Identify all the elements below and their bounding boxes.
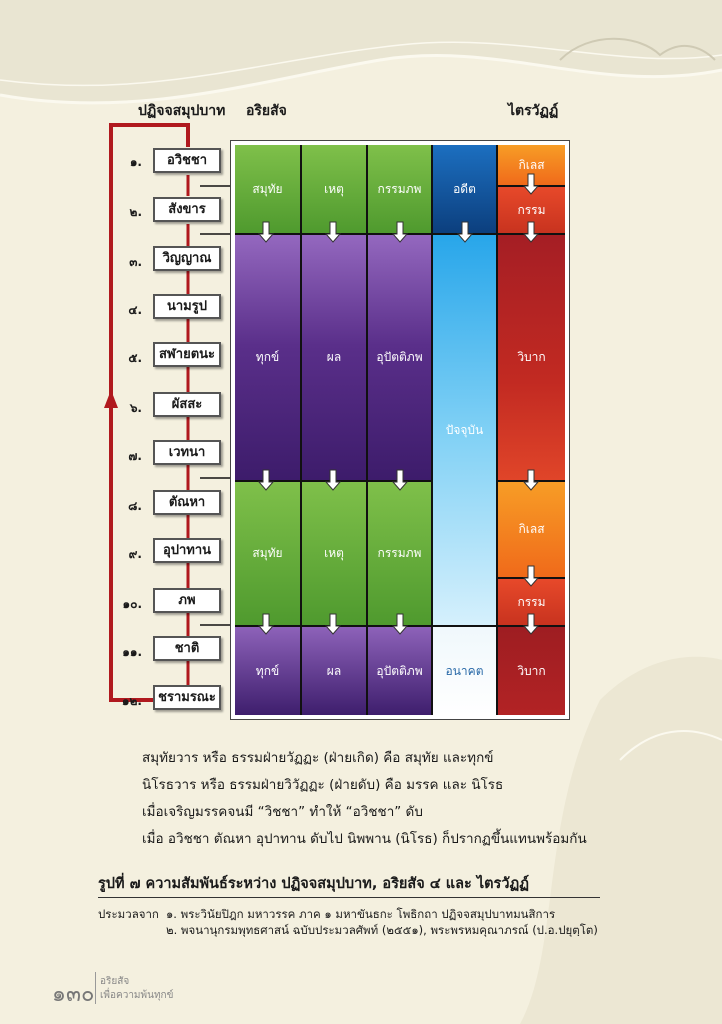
references-label: ประมวลจาก: [98, 907, 159, 921]
step-number: ๒.: [129, 205, 142, 219]
reference-1: ๑. พระวินัยปิฎก มหาวรรค ภาค ๑ มหาขันธกะ โพธิกถา ปฏิจจสมุปบาทมนสิการ: [166, 907, 556, 921]
header-paticcasamuppada: ปฏิจจสมุปบาท: [138, 103, 226, 119]
step-namarupa: นามรูป: [153, 294, 221, 319]
cell-phala-1: ผล: [302, 235, 368, 480]
cell-adita: อดีต: [433, 145, 498, 233]
book-title-line1: อริยสัจ: [100, 976, 130, 987]
step-vedana: เวทนา: [153, 440, 221, 465]
cell-tukkha-1: ทุกข์: [235, 235, 302, 480]
step-phassa: ผัสสะ: [153, 392, 221, 417]
step-avijja: อวิชชา: [153, 148, 221, 173]
step-number: ๙.: [128, 547, 142, 561]
cell-anagata: อนาคต: [433, 627, 498, 715]
cell-upapattibhava-1: อุปัตติภพ: [368, 235, 433, 480]
step-number: ๗.: [128, 449, 142, 463]
cell-samutthai-1: สมุทัย: [235, 145, 302, 233]
step-number: ๔.: [128, 303, 142, 317]
header-ariyasacca: อริยสัจ: [246, 103, 287, 119]
step-number: ๑๒.: [121, 694, 142, 708]
cell-tukkha-2: ทุกข์: [235, 627, 302, 715]
step-upadana: อุปาทาน: [153, 538, 221, 563]
step-salayatana: สฬายตนะ: [153, 342, 221, 367]
step-vinnana: วิญญาณ: [153, 246, 221, 271]
footer-divider: [95, 972, 96, 1004]
step-number: ๕.: [128, 351, 142, 365]
cell-kamma-2: กรรม: [498, 579, 565, 625]
step-number: ๘.: [128, 499, 142, 513]
cell-kilesa-1: กิเลส: [498, 145, 565, 185]
step-number: ๑๐.: [122, 597, 142, 611]
reference-2: ๒. พจนานุกรมพุทธศาสน์ ฉบับประมวลศัพท์ (๒๕๕๑), พระพรหมคุณาภรณ์ (ป.อ.ปยุตฺโต): [166, 923, 598, 937]
note-line: นิโรธวาร หรือ ธรรมฝ่ายวิวัฏฏะ (ฝ่ายดับ) คือ มรรค และ นิโรธ: [142, 777, 504, 793]
cell-samutthai-2: สมุทัย: [235, 482, 302, 625]
figure-caption: รูปที่ ๗ ความสัมพันธ์ระหว่าง ปฏิจจสมุปบาท, อริยสัจ ๔ และ ไตรวัฏฏ์: [98, 876, 529, 892]
cell-kammabhava-1: กรรมภพ: [368, 145, 433, 233]
step-jaramarana: ชรามรณะ: [153, 685, 221, 710]
step-jati: ชาติ: [153, 636, 221, 661]
caption-rule: [98, 897, 600, 898]
note-line: เมื่อเจริญมรรคจนมี “วิชชา” ทำให้ “อวิชชา” ดับ: [142, 804, 423, 820]
cell-hetu-2: เหตุ: [302, 482, 368, 625]
step-bhava: ภพ: [153, 588, 221, 613]
cell-vipaka-2: วิบาก: [498, 627, 565, 715]
cell-hetu-1: เหตุ: [302, 145, 368, 233]
step-number: ๑๑.: [122, 645, 142, 659]
cell-vipaka-1: วิบาก: [498, 235, 565, 480]
step-number: ๖.: [129, 401, 142, 415]
step-number: ๑.: [129, 155, 142, 169]
book-title-line2: เพื่อความพ้นทุกข์: [100, 990, 174, 1001]
header-traivatta: ไตรวัฏฏ์: [508, 103, 559, 119]
cell-kilesa-2: กิเลส: [498, 482, 565, 577]
page-number: ๑๓๐: [52, 982, 95, 1007]
cell-upapattibhava-2: อุปัตติภพ: [368, 627, 433, 715]
note-line: สมุทัยวาร หรือ ธรรมฝ่ายวัฏฏะ (ฝ่ายเกิด) คือ สมุทัย และทุกข์: [142, 750, 494, 766]
cell-phala-2: ผล: [302, 627, 368, 715]
cell-kammabhava-2: กรรมภพ: [368, 482, 433, 625]
step-number: ๓.: [129, 255, 142, 269]
note-line: เมื่อ อวิชชา ตัณหา อุปาทาน ดับไป นิพพาน (นิโรธ) ก็ปรากฏขึ้นแทนพร้อมกัน: [142, 831, 587, 847]
step-sankhara: สังขาร: [153, 197, 221, 222]
cell-paccuppanna: ปัจจุบัน: [433, 235, 498, 625]
cell-kamma-1: กรรม: [498, 187, 565, 233]
step-tanha: ตัณหา: [153, 490, 221, 515]
